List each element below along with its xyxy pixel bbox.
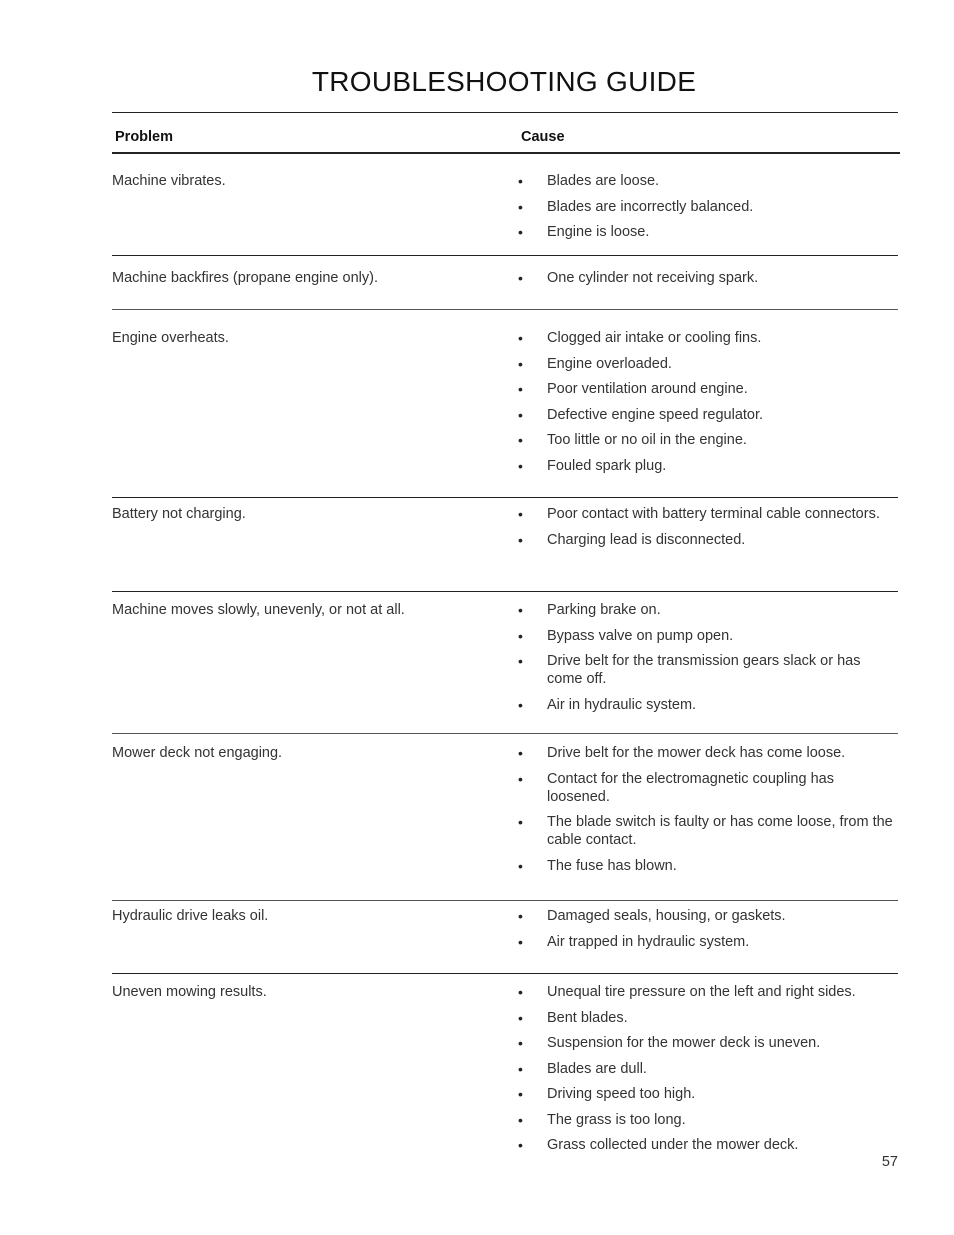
bullet-icon: • (518, 432, 523, 448)
cause-text: The grass is too long. (547, 1111, 686, 1128)
bullet-icon: • (518, 1086, 523, 1102)
row-divider (112, 591, 898, 592)
bullet-icon: • (518, 696, 523, 713)
cause-text: Grass collected under the mower deck. (547, 1137, 799, 1153)
cause-item (518, 531, 898, 549)
bullet-icon: • (518, 745, 523, 761)
cause-text: Poor ventilation around engine. (547, 381, 748, 397)
problem-text: Machine moves slowly, unevenly, or not at all. (112, 602, 405, 618)
cause-column-header: Cause (521, 129, 565, 145)
cause-item (518, 1009, 898, 1027)
cause-text: Air in hydraulic system. (547, 696, 697, 713)
cause-item (518, 431, 898, 449)
cause-item (518, 1085, 898, 1103)
bullet-icon: • (518, 506, 523, 522)
page-title: TROUBLESHOOTING GUIDE (311, 66, 697, 97)
bullet-icon: • (518, 224, 523, 240)
bullet-icon: • (518, 602, 523, 618)
bullet-icon: • (518, 330, 523, 346)
cause-list (518, 907, 898, 958)
title-rule (112, 112, 898, 113)
cause-item (518, 172, 898, 190)
cause-item (518, 744, 898, 762)
cause-item (518, 505, 898, 523)
cause-item (518, 355, 898, 373)
row-divider (112, 900, 898, 901)
cause-text: Defective engine speed regulator. (547, 406, 764, 423)
cause-text: Drive belt for the mower deck has come loose. (547, 745, 846, 761)
problem-text: Engine overheats. (112, 330, 229, 346)
cause-item (518, 380, 898, 398)
cause-item (518, 329, 898, 347)
cause-list (518, 329, 898, 482)
bullet-icon: • (518, 1035, 523, 1051)
bullet-icon: • (518, 908, 523, 924)
cause-text: Charging lead is disconnected. (547, 531, 746, 548)
cause-text: Driving speed too high. (547, 1086, 696, 1102)
bullet-icon: • (518, 1060, 523, 1077)
bullet-icon: • (518, 531, 523, 548)
cause-text: Bent blades. (547, 1009, 628, 1026)
bullet-icon: • (518, 355, 523, 372)
problem-text: Battery not charging. (112, 506, 246, 522)
cause-item (518, 457, 898, 475)
cause-item (518, 933, 898, 951)
cause-item (518, 198, 898, 216)
bullet-icon: • (518, 984, 523, 1000)
problem-text: Hydraulic drive leaks oil. (112, 908, 269, 924)
row-divider (112, 255, 898, 256)
bullet-icon: • (518, 653, 523, 669)
bullet-icon: • (518, 270, 523, 286)
cause-text: Fouled spark plug. (547, 457, 667, 474)
cause-item (518, 1060, 898, 1078)
bullet-icon: • (518, 381, 523, 397)
cause-text: The blade switch is faulty or has come loose, from the cable contact. (547, 814, 893, 848)
cause-text: The fuse has blown. (547, 857, 677, 874)
cause-item (518, 652, 898, 688)
cause-text: Suspension for the mower deck is uneven. (547, 1035, 821, 1051)
cause-text: Damaged seals, housing, or gaskets. (547, 908, 786, 924)
cause-list (518, 505, 898, 556)
problem-column-header: Problem (115, 129, 174, 145)
row-divider (112, 497, 898, 498)
row-divider (112, 733, 898, 734)
cause-text: One cylinder not receiving spark. (547, 270, 759, 286)
cause-item (518, 1034, 898, 1052)
bullet-icon: • (518, 1009, 523, 1026)
bullet-icon: • (518, 1111, 523, 1128)
bullet-icon: • (518, 457, 523, 474)
bullet-icon: • (518, 814, 523, 830)
row-divider (112, 973, 898, 974)
cause-text: Bypass valve on pump open. (547, 627, 734, 644)
cause-text: Blades are loose. (547, 173, 660, 189)
cause-list (518, 601, 898, 721)
header-rule (112, 152, 900, 154)
cause-text: Air trapped in hydraulic system. (547, 933, 750, 950)
cause-list (518, 744, 898, 882)
cause-list (518, 983, 898, 1162)
cause-item (518, 406, 898, 424)
bullet-icon: • (518, 198, 523, 215)
bullet-icon: • (518, 627, 523, 644)
bullet-icon: • (518, 406, 523, 423)
cause-item (518, 601, 898, 619)
bullet-icon: • (518, 173, 523, 189)
cause-item (518, 907, 898, 925)
cause-text: Engine overloaded. (547, 355, 672, 372)
cause-item (518, 269, 898, 287)
cause-text: Engine is loose. (547, 224, 650, 240)
cause-text: Too little or no oil in the engine. (547, 432, 747, 448)
cause-text: Blades are dull. (547, 1060, 647, 1077)
bullet-icon: • (518, 1137, 523, 1153)
cause-item (518, 983, 898, 1001)
cause-item (518, 696, 898, 714)
cause-text: Contact for the electromagnetic coupling has loosened. (547, 770, 834, 805)
problem-text: Machine vibrates. (112, 173, 226, 189)
problem-text: Machine backfires (propane engine only). (112, 270, 378, 286)
cause-text: Parking brake on. (547, 602, 661, 618)
cause-item (518, 223, 898, 241)
cause-item (518, 857, 898, 875)
cause-text: Unequal tire pressure on the left and right sides. (547, 984, 856, 1000)
cause-list (518, 269, 898, 295)
bullet-icon: • (518, 933, 523, 950)
cause-item (518, 1111, 898, 1129)
cause-text: Drive belt for the transmission gears slack or has come off. (547, 653, 861, 687)
problem-text: Uneven mowing results. (112, 984, 267, 1000)
cause-item (518, 627, 898, 645)
cause-text: Blades are incorrectly balanced. (547, 198, 754, 215)
cause-item (518, 1136, 898, 1154)
cause-item (518, 813, 898, 849)
problem-text: Mower deck not engaging. (112, 745, 283, 761)
row-divider (112, 309, 898, 310)
cause-text: Poor contact with battery terminal cable connectors. (547, 506, 880, 522)
cause-item (518, 770, 898, 806)
bullet-icon: • (518, 857, 523, 874)
bullet-icon: • (518, 770, 523, 787)
page-number: 57 (881, 1154, 898, 1170)
cause-text: Clogged air intake or cooling fins. (547, 330, 762, 346)
cause-list (518, 172, 898, 249)
